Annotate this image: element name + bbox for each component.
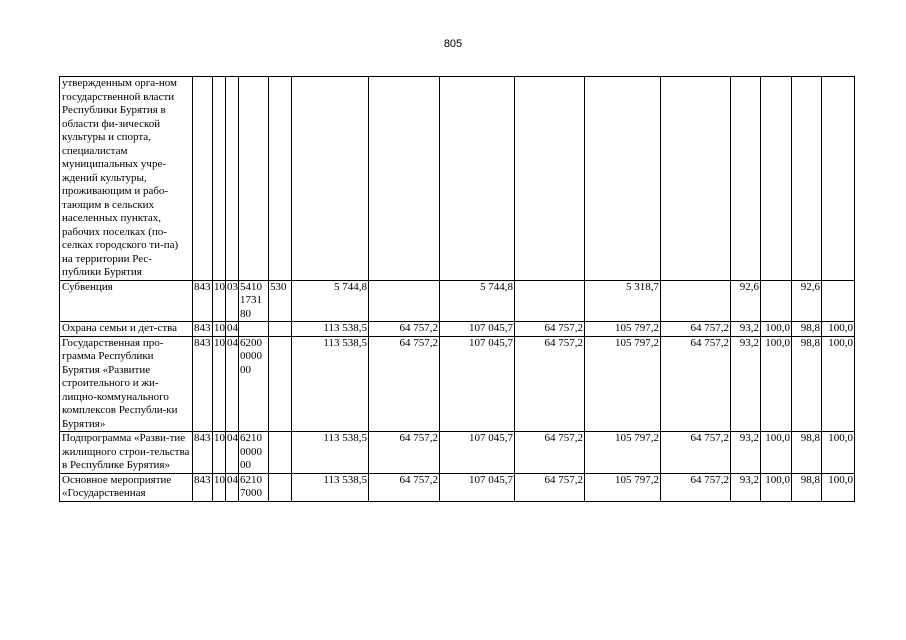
approved-federal-cell: 64 757,2: [369, 322, 440, 337]
approved-federal-cell: 64 757,2: [369, 432, 440, 474]
ministry-code-cell: 843: [193, 432, 213, 474]
subsection-code-cell: 04: [226, 432, 239, 474]
percent-approved-total-cell: [731, 77, 761, 281]
row-name-cell: Подпрограмма «Разви-тие жилищного строи-тельства в Республике Бурятия»: [60, 432, 193, 474]
page-number: 805: [443, 38, 463, 50]
approved-total-cell: 113 538,5: [292, 432, 369, 474]
row-name-cell: Охрана семьи и дет-ства: [60, 322, 193, 337]
expense-type-cell: [269, 432, 292, 474]
percent-planned-total-cell: 98,8: [792, 432, 822, 474]
executed-federal-cell: 64 757,2: [661, 336, 731, 432]
ministry-code-cell: 843: [193, 336, 213, 432]
target-article-cell: 6210000000: [239, 432, 269, 474]
percent-planned-federal-cell: 100,0: [822, 473, 855, 501]
row-name-cell: Государственная про-грамма Республики Бурятия «Развитие строительного и жи-лищно-коммунального комплексов Республи-ки Бурятия»: [60, 336, 193, 432]
ministry-code-cell: 843: [193, 280, 213, 322]
planned-federal-cell: 64 757,2: [515, 473, 585, 501]
planned-federal-cell: [515, 280, 585, 322]
executed-federal-cell: 64 757,2: [661, 322, 731, 337]
percent-planned-federal-cell: 100,0: [822, 432, 855, 474]
planned-total-cell: 107 045,7: [440, 322, 515, 337]
percent-approved-federal-cell: 100,0: [761, 322, 792, 337]
subsection-code-cell: [226, 77, 239, 281]
executed-federal-cell: [661, 280, 731, 322]
section-code-cell: 10: [213, 432, 226, 474]
planned-total-cell: 107 045,7: [440, 432, 515, 474]
approved-federal-cell: 64 757,2: [369, 473, 440, 501]
approved-total-cell: 113 538,5: [292, 322, 369, 337]
approved-total-cell: [292, 77, 369, 281]
planned-total-cell: 107 045,7: [440, 473, 515, 501]
percent-approved-federal-cell: [761, 280, 792, 322]
table-row: [60, 432, 855, 474]
percent-planned-federal-cell: [822, 280, 855, 322]
expense-type-cell: [269, 322, 292, 337]
planned-total-cell: 107 045,7: [440, 336, 515, 432]
executed-federal-cell: [661, 77, 731, 281]
ministry-code-cell: 843: [193, 473, 213, 501]
table-row: [60, 77, 855, 281]
percent-approved-total-cell: 93,2: [731, 336, 761, 432]
subsection-code-cell: 03: [226, 280, 239, 322]
table-row: [60, 336, 855, 432]
target-article-cell: [239, 77, 269, 281]
approved-total-cell: 113 538,5: [292, 336, 369, 432]
budget-table: [59, 76, 855, 502]
percent-planned-federal-cell: 100,0: [822, 322, 855, 337]
row-name-cell: Основное мероприятие «Государственная: [60, 473, 193, 501]
percent-approved-federal-cell: 100,0: [761, 473, 792, 501]
row-name-cell: утвержденным орга-ном государственной власти Республики Бурятия в области фи-зической культуры и спорта, специалистам муниципальных учре-ждений культуры, проживающим и рабо-тающим в сельских населенных пунктах, рабочих поселках (по-селках городского ти-па) на территории Рес-публики Бурятия: [60, 77, 193, 281]
row-name-cell: Субвенция: [60, 280, 193, 322]
subsection-code-cell: 04: [226, 336, 239, 432]
planned-federal-cell: 64 757,2: [515, 336, 585, 432]
planned-federal-cell: 64 757,2: [515, 432, 585, 474]
target-article-cell: 5410173180: [239, 280, 269, 322]
ministry-code-cell: [193, 77, 213, 281]
expense-type-cell: [269, 77, 292, 281]
executed-federal-cell: 64 757,2: [661, 473, 731, 501]
expense-type-cell: [269, 336, 292, 432]
ministry-code-cell: 843: [194, 322, 211, 334]
percent-approved-total-cell: 93,2: [731, 432, 761, 474]
percent-planned-total-cell: 98,8: [792, 336, 822, 432]
table-row: [60, 280, 855, 322]
executed-federal-cell: 64 757,2: [661, 432, 731, 474]
section-code-cell: 10: [213, 473, 226, 501]
executed-total-cell: [585, 77, 661, 281]
percent-approved-federal-cell: [761, 77, 792, 281]
planned-federal-cell: [515, 77, 585, 281]
approved-federal-cell: [369, 280, 440, 322]
executed-total-cell: 105 797,2: [585, 473, 661, 501]
planned-total-cell: 5 744,8: [440, 280, 515, 322]
executed-total-cell: 105 797,2: [585, 336, 661, 432]
subsection-code-cell: 04: [227, 322, 238, 334]
percent-planned-total-cell: [792, 77, 822, 281]
approved-total-cell: 113 538,5: [292, 473, 369, 501]
section-code-cell: 10: [213, 280, 226, 322]
percent-approved-total-cell: 93,2: [731, 322, 761, 337]
percent-planned-federal-cell: 100,0: [822, 336, 855, 432]
percent-approved-federal-cell: 100,0: [761, 432, 792, 474]
percent-approved-total-cell: 92,6: [731, 280, 761, 322]
percent-planned-total-cell: 98,8: [792, 322, 822, 337]
target-article-cell: 6200000000: [239, 336, 269, 432]
percent-planned-federal-cell: [822, 77, 855, 281]
percent-approved-federal-cell: 100,0: [761, 336, 792, 432]
executed-total-cell: 105 797,2: [585, 432, 661, 474]
table-row: [60, 473, 855, 501]
target-article-cell: [239, 322, 269, 337]
table-row: [60, 322, 855, 337]
section-code-cell: 10: [213, 336, 226, 432]
planned-federal-cell: 64 757,2: [515, 322, 585, 337]
approved-total-cell: 5 744,8: [292, 280, 369, 322]
expense-type-cell: 530: [269, 280, 292, 322]
section-code-cell: 10: [214, 322, 225, 334]
expense-type-cell: [269, 473, 292, 501]
percent-planned-total-cell: 98,8: [792, 473, 822, 501]
executed-total-cell: 105 797,2: [585, 322, 661, 337]
approved-federal-cell: 64 757,2: [369, 336, 440, 432]
section-code-cell: [213, 77, 226, 281]
percent-approved-total-cell: 93,2: [731, 473, 761, 501]
subsection-code-cell: 04: [226, 473, 239, 501]
executed-total-cell: 5 318,7: [585, 280, 661, 322]
approved-federal-cell: [369, 77, 440, 281]
percent-planned-total-cell: 92,6: [792, 280, 822, 322]
target-article-cell: 62107000: [239, 473, 269, 501]
planned-total-cell: [440, 77, 515, 281]
